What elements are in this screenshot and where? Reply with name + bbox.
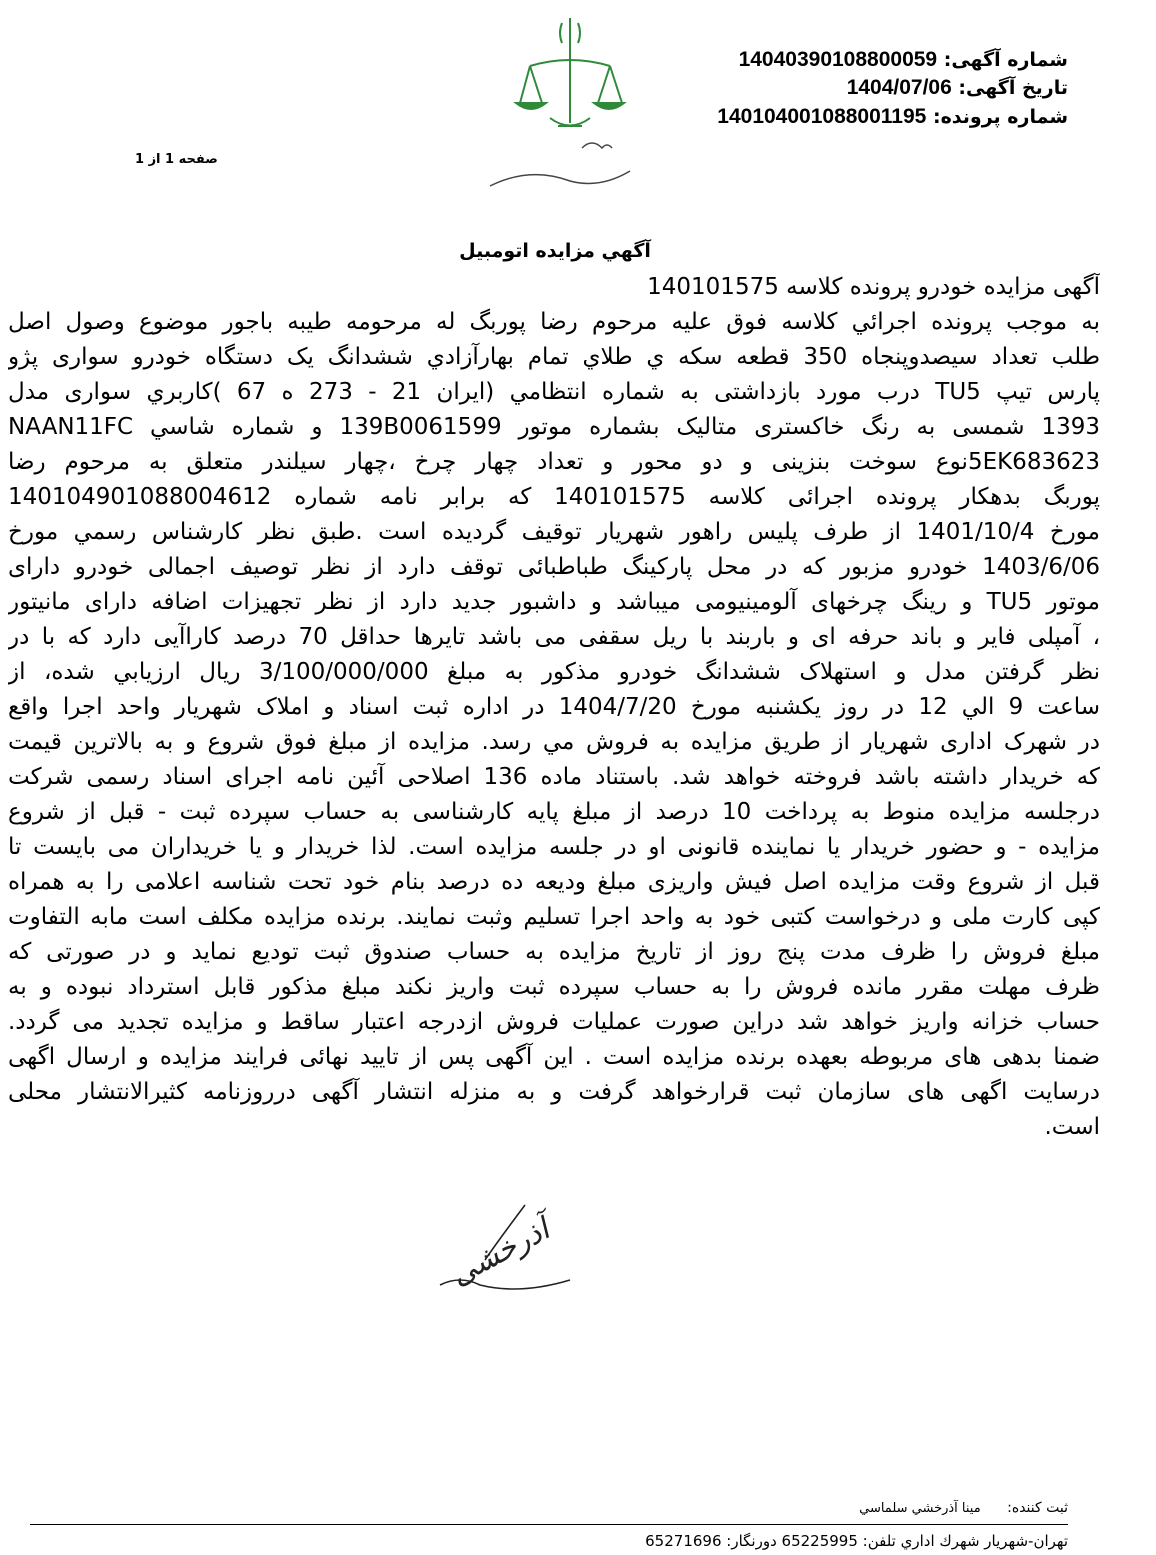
body-line: است. bbox=[1044, 1114, 1100, 1140]
notice-number-label: شماره آگهی: bbox=[943, 49, 1068, 71]
body-line: مزایده - و حضور خریدار یا نماینده قانونی او در جلسه مزایده است. لذا خریدار و یا خریداران می بایست تا bbox=[8, 834, 1100, 860]
document-title: آگهي مزایده اتومبیل bbox=[459, 240, 651, 262]
notice-date-label: تاریخ آگهی: bbox=[958, 77, 1068, 99]
notice-body bbox=[8, 270, 1100, 1145]
registrar-name: مینا آذرخشي سلماسي bbox=[859, 1501, 981, 1516]
body-line: طلب تعداد سیصدوپنجاه 350 قطعه سکه ي طلاي تمام بهارآزادي ششدانگ یک دستگاه خودرو سواری پژو bbox=[8, 344, 1100, 370]
body-line: پوربگ بدهکار پرونده اجرائی کلاسه 140101575 که برابر نامه شماره 140104901088004612 bbox=[8, 484, 1100, 510]
body-line: 5EK683623نوع سوخت بنزینی و دو محور و تعداد چهار چرخ ،چهار سیلندر متعلق به مرحوم رضا bbox=[8, 449, 1100, 475]
footer-divider bbox=[30, 1524, 1068, 1525]
body-line: 1393 شمسی به رنگ خاکستری متالیک بشماره موتور 139B0061599 و شماره شاسي NAAN11FC bbox=[8, 414, 1100, 440]
body-line: ساعت 9 الي 12 در روز یکشنبه مورخ 1404/7/20 در اداره ثبت اسناد و املاک شهریار واحد اجرا واقع bbox=[8, 694, 1100, 720]
case-number bbox=[717, 105, 1068, 129]
page-indicator: صفحه 1 از 1 bbox=[135, 152, 218, 167]
registrar-label: ثبت کننده: bbox=[1007, 1500, 1068, 1516]
body-line: ظرف مهلت مقرر مانده فروش را به حساب سپرده ثبت واریز نکند مبلغ مذکور قابل استرداد نبوده و به bbox=[8, 974, 1100, 1000]
body-line: ضمنا بدهی های مربوطه بعهده برنده مزایده است . این آگهی پس از تایید نهائی فرایند مزایده و ارسال اگهی bbox=[8, 1044, 1100, 1070]
notice-date-value: 1404/07/06 bbox=[846, 76, 952, 99]
body-line: حساب خزانه واریز خواهد شد دراین صورت عملیات فروش ازدرجه اعتبار ساقط و مزایده تجدید می گردد. bbox=[8, 1009, 1100, 1035]
body-line: به موجب پرونده اجرائي کلاسه فوق علیه مرحوم رضا پوربگ له مرحومه طیبه باجور موضوع وصول اصل bbox=[8, 309, 1100, 335]
notice-number-value: 14040390108800059 bbox=[738, 48, 938, 71]
footer-address: تهران-شهریار شهرك اداري تلفن: 65225995 دورنگار: 65271696 bbox=[645, 1532, 1068, 1550]
body-line: درسایت اگهی های سازمان ثبت قرارخواهد گرفت و به منزله انتشار آگهی درروزنامه کثیرالانتشار محلی bbox=[8, 1079, 1100, 1105]
body-line: قبل از شروع وقت مزایده اصل فیش واریزی مبلغ ودیعه ده درصد بنام خود تحت شناسه اعلامی را به همراه bbox=[8, 869, 1100, 895]
case-number-label: شماره پرونده: bbox=[932, 106, 1068, 128]
case-number-value: 140104001088001195 bbox=[717, 105, 927, 128]
body-line: که خریدار داشته باشد فروخته خواهد شد. باستناد ماده 136 اصلاحی آئین نامه اجرای اسناد رسمی شرکت bbox=[8, 764, 1100, 790]
body-line: 1403/6/06 خودرو مزبور که در محل پارکینگ طباطبائی توقف دارد از نظر توصیف اجمالی خودرو دارای bbox=[8, 554, 1100, 580]
notice-number bbox=[739, 48, 1068, 72]
body-line: نظر گرفتن مدل و استهلاک ششدانگ خودرو مذکور به مبلغ 3/100/000/000 ریال ارزیابي شده، از bbox=[8, 659, 1100, 685]
body-line: ، آمپلی فایر و باند حرفه ای و باربند با ریل سقفی می باشد تایرها حداقل 70 درصد کاراآیی دارد که با در bbox=[8, 624, 1100, 650]
body-line: کپی کارت ملی و درخواست کتبی خود به واحد اجرا تسلیم وثبت نمایند. برنده مزایده مکلف است مابه التفاوت bbox=[8, 904, 1100, 930]
body-line: مبلغ فروش را ظرف مدت پنج روز از تاریخ مزایده به حساب صندوق ثبت تودیع نماید و در صورتی که bbox=[8, 939, 1100, 965]
body-line: مورخ 1401/10/4 از طرف پلیس راهور شهریار توقیف گردیده است .طبق نظر کارشناس رسمي مورخ bbox=[8, 519, 1100, 545]
body-heading: آگهی مزایده خودرو پرونده کلاسه 140101575 bbox=[647, 274, 1100, 300]
notice-date bbox=[847, 76, 1068, 100]
body-line: درجلسه مزایده منوط به پرداخت 10 درصد از مبلغ پایه کارشناسی به حساب سپرده ثبت - قبل از شروع bbox=[8, 799, 1100, 825]
body-line: موتور TU5 و رینگ چرخهای آلومینیومی میباشد و داشبور جدید دارد از نظر تجهیزات اضافه دارای مانیتور bbox=[8, 589, 1100, 615]
body-line: در شهرک اداری شهریار از طریق مزایده به فروش مي رسد. مزایده از مبلغ فوق شروع و به بالاترین قیمت bbox=[8, 729, 1100, 755]
body-line: پارس تیپ TU5 درب مورد بازداشتی به شماره انتظامي (ایران 21 - 273 ه 67 )کاربري سواری مدل bbox=[8, 379, 1100, 405]
judiciary-emblem-logo bbox=[470, 8, 670, 198]
registrar bbox=[859, 1500, 1068, 1516]
handwritten-signature: آذرخشی bbox=[444, 1212, 556, 1293]
